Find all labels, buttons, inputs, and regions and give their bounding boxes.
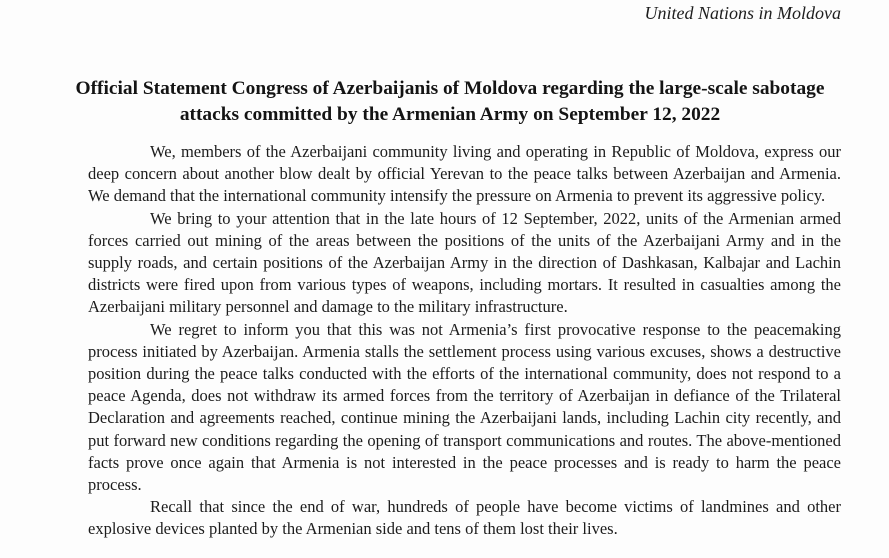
addressee-line: United Nations in Moldova: [644, 3, 841, 23]
statement-title: Official Statement Congress of Azerbaijanis of Moldova regarding the large-scale sabotage attacks committed by the Armenian Army on September 12, 2022: [75, 78, 825, 125]
paragraph-4: Recall that since the end of war, hundreds of people have become victims of landmines and other explosive devices planted by the Armenian side and tens of them lost their lives.: [88, 497, 841, 539]
paragraph-2: We bring to your attention that in the late hours of 12 September, 2022, units of the Armenian armed forces carried out mining of the areas between the positions of the units of the Azerbaijani Army and in the supply roads, and certain positions of the Azerbaijan Army in the direction of Dashkasan, Kalbajar and Lachin districts were fired upon from various types of weapons, including mortars. It resulted in casualties among the Azerbaijani military personnel and damage to the military infrastructure.: [88, 208, 841, 317]
statement-body: [88, 141, 841, 541]
paragraph-1: We, members of the Azerbaijani community living and operating in Republic of Moldova, express our deep concern about another blow dealt by official Yerevan to the peace talks between Azerbaijan and Armenia. We demand that the international community intensify the pressure on Armenia to prevent its aggressive policy.: [88, 142, 841, 206]
paragraph-3: We regret to inform you that this was not Armenia’s first provocative response to the peacemaking process initiated by Azerbaijan. Armenia stalls the settlement process using various excuses, shows a destructive position during the peace talks conducted with the efforts of the international community, does not respond to a peace Agenda, does not withdraw its armed forces from the territory of Azerbaijan in defiance of the Trilateral Declaration and agreements reached, continue mining the Azerbaijani lands, including Lachin city recently, and put forward new conditions regarding the opening of transport communications and routes. The above-mentioned facts prove once again that Armenia is not interested in the peace processes and is ready to harm the peace process.: [88, 319, 841, 495]
